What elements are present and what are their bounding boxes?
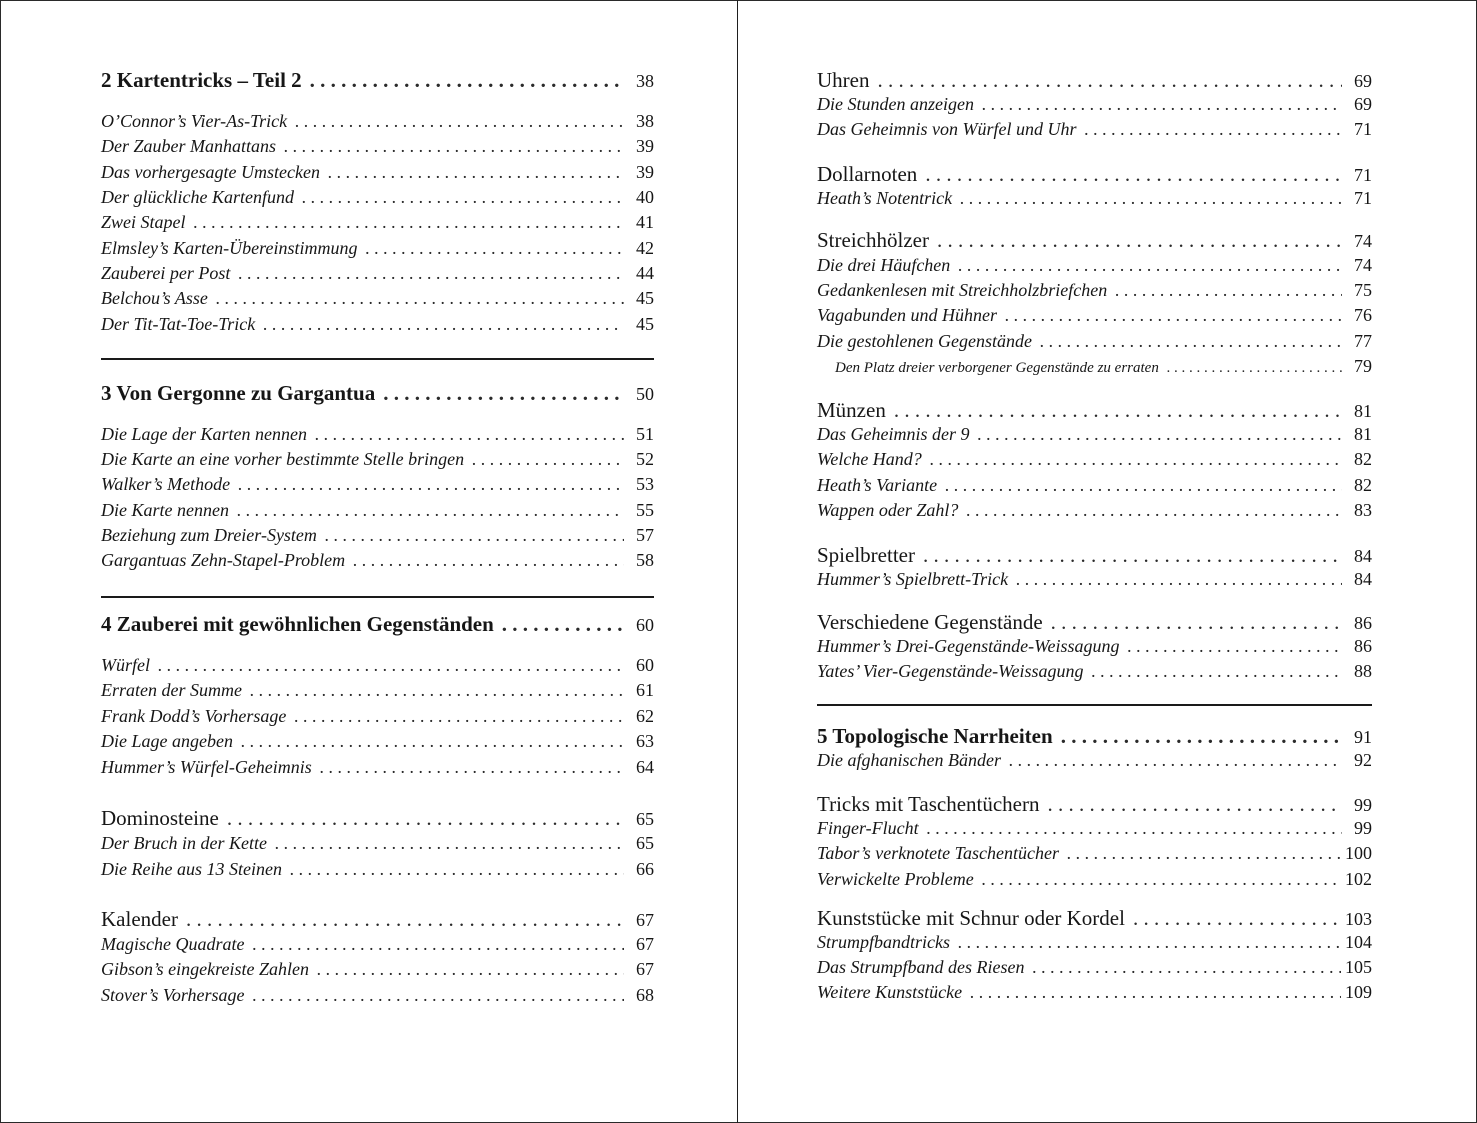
toc-entry-row bbox=[817, 637, 1372, 655]
toc-entry-title: Hummer’s Drei-Gegenstände-Weissagung bbox=[817, 636, 1120, 656]
toc-page-number: 88 bbox=[1354, 661, 1372, 681]
toc-entry-title: Magische Quadrate bbox=[101, 934, 245, 954]
toc-entry-title: Kalender bbox=[101, 907, 178, 931]
dot-leader bbox=[365, 239, 624, 257]
toc-entry-title: Gibson’s eingekreiste Zahlen bbox=[101, 959, 309, 979]
toc-entry-row bbox=[817, 189, 1372, 207]
chapter-divider-rule bbox=[101, 358, 654, 360]
chapter-divider-rule bbox=[101, 596, 654, 598]
toc-section-row bbox=[817, 545, 1372, 566]
toc-entry-title: Stover’s Vorhersage bbox=[101, 985, 245, 1005]
toc-entry-title: Münzen bbox=[817, 398, 886, 422]
toc-page-number: 83 bbox=[1354, 500, 1372, 520]
book-gutter bbox=[737, 0, 738, 1123]
dot-leader bbox=[925, 164, 1342, 185]
toc-entry-title: Den Platz dreier verborgener Gegenstände zu erraten bbox=[835, 360, 1159, 376]
toc-page-number: 91 bbox=[1354, 727, 1372, 747]
dot-leader bbox=[930, 450, 1342, 468]
dot-leader bbox=[383, 383, 624, 404]
toc-entry-title: Das vorhergesagte Umstecken bbox=[101, 162, 320, 182]
dot-leader bbox=[253, 986, 625, 1004]
toc-entry-title: Gedankenlesen mit Streichholzbriefchen bbox=[817, 280, 1108, 300]
chapter-divider-rule bbox=[817, 704, 1372, 706]
dot-leader bbox=[317, 960, 624, 978]
dot-leader bbox=[1040, 332, 1342, 350]
toc-page-number: 52 bbox=[636, 449, 654, 469]
toc-page-number: 58 bbox=[636, 550, 654, 570]
dot-leader bbox=[263, 315, 624, 333]
dot-leader bbox=[238, 475, 624, 493]
toc-page-number: 39 bbox=[636, 162, 654, 182]
toc-section-row bbox=[817, 230, 1372, 251]
toc-entry-row bbox=[817, 281, 1372, 299]
dot-leader bbox=[194, 213, 625, 231]
toc-entry-title: Die afghanischen Bänder bbox=[817, 750, 1001, 770]
toc-page-number: 68 bbox=[636, 985, 654, 1005]
toc-entry-row bbox=[101, 289, 654, 307]
toc-chapter-row bbox=[101, 614, 654, 635]
toc-entry-title: Die Reihe aus 13 Steinen bbox=[101, 859, 282, 879]
toc-entry-title: Heath’s Variante bbox=[817, 475, 938, 495]
toc-entry-row bbox=[817, 306, 1372, 324]
toc-page-number: 82 bbox=[1354, 475, 1372, 495]
toc-entry-title: Zwei Stapel bbox=[101, 212, 186, 232]
toc-entry-title: Walker’s Methode bbox=[101, 474, 231, 494]
toc-entry-row bbox=[817, 120, 1372, 138]
toc-entry-row bbox=[101, 239, 654, 257]
toc-page-number: 102 bbox=[1345, 869, 1372, 889]
toc-page-number: 65 bbox=[636, 833, 654, 853]
toc-entry-title: Der Bruch in der Kette bbox=[101, 833, 267, 853]
toc-entry-title: Zauberei per Post bbox=[101, 263, 231, 283]
toc-page-number: 55 bbox=[636, 500, 654, 520]
toc-page-number: 71 bbox=[1354, 119, 1372, 139]
toc-entry-row bbox=[101, 526, 654, 544]
dot-leader bbox=[472, 450, 624, 468]
toc-entry-title: Belchou’s Asse bbox=[101, 288, 208, 308]
toc-page-number: 42 bbox=[636, 238, 654, 258]
toc-entry-row bbox=[817, 476, 1372, 494]
dot-leader bbox=[877, 70, 1342, 91]
toc-entry-row bbox=[817, 933, 1372, 951]
toc-section-row bbox=[817, 908, 1372, 929]
toc-entry-row bbox=[817, 844, 1372, 862]
toc-page-number: 64 bbox=[636, 757, 654, 777]
toc-entry-row bbox=[101, 137, 654, 155]
toc-entry-row bbox=[101, 732, 654, 750]
toc-entry-title: 3 Von Gergonne zu Gargantua bbox=[101, 381, 376, 405]
toc-section-row bbox=[817, 612, 1372, 633]
dot-leader bbox=[241, 732, 624, 750]
dot-leader bbox=[1084, 120, 1342, 138]
toc-entry-row bbox=[101, 758, 654, 776]
toc-entry-row bbox=[817, 751, 1372, 769]
dot-leader bbox=[1167, 361, 1342, 376]
toc-entry-row bbox=[101, 707, 654, 725]
toc-entry-row bbox=[101, 860, 654, 878]
toc-entry-row bbox=[101, 656, 654, 674]
toc-page-number: 92 bbox=[1354, 750, 1372, 770]
dot-leader bbox=[227, 808, 624, 829]
toc-entry-row bbox=[101, 213, 654, 231]
toc-page-number: 84 bbox=[1354, 569, 1372, 589]
toc-entry-title: Das Strumpfband des Riesen bbox=[817, 957, 1025, 977]
toc-entry-row bbox=[101, 264, 654, 282]
toc-entry-title: Die Karte nennen bbox=[101, 500, 229, 520]
toc-page-number: 57 bbox=[636, 525, 654, 545]
dot-leader bbox=[216, 289, 624, 307]
toc-entry-row bbox=[101, 986, 654, 1004]
toc-entry-title: Verschiedene Gegenstände bbox=[817, 610, 1043, 634]
toc-entry-row bbox=[101, 450, 654, 468]
toc-entry-title: Der glückliche Kartenfund bbox=[101, 187, 294, 207]
dot-leader bbox=[295, 112, 624, 130]
toc-entry-title: 2 Kartentricks – Teil 2 bbox=[101, 68, 302, 92]
toc-page-number: 67 bbox=[636, 959, 654, 979]
dot-leader bbox=[958, 256, 1342, 274]
toc-page-number: 71 bbox=[1354, 165, 1372, 185]
toc-page-number: 67 bbox=[636, 910, 654, 930]
dot-leader bbox=[290, 860, 624, 878]
dot-leader bbox=[1061, 726, 1342, 747]
toc-entry-title: Dominosteine bbox=[101, 806, 219, 830]
toc-page-number: 74 bbox=[1354, 255, 1372, 275]
toc-entry-row bbox=[101, 935, 654, 953]
dot-leader bbox=[320, 758, 624, 776]
toc-entry-title: Wappen oder Zahl? bbox=[817, 500, 959, 520]
toc-entry-title: Der Tit-Tat-Toe-Trick bbox=[101, 314, 256, 334]
toc-section-row bbox=[101, 808, 654, 829]
toc-entry-title: Elmsley’s Karten-Übereinstimmung bbox=[101, 238, 358, 258]
toc-page-number: 69 bbox=[1354, 71, 1372, 91]
toc-page-number: 60 bbox=[636, 655, 654, 675]
dot-leader bbox=[1067, 844, 1341, 862]
toc-page-number: 109 bbox=[1345, 982, 1372, 1002]
toc-entry-title: Tabor’s verknotete Taschentücher bbox=[817, 843, 1059, 863]
toc-entry-title: 4 Zauberei mit gewöhnlichen Gegenständen bbox=[101, 612, 494, 636]
dot-leader bbox=[1133, 908, 1341, 929]
toc-entry-row bbox=[817, 95, 1372, 113]
toc-entry-title: Tricks mit Taschentüchern bbox=[817, 792, 1040, 816]
toc-page-number: 103 bbox=[1345, 909, 1372, 929]
toc-page-number: 51 bbox=[636, 424, 654, 444]
dot-leader bbox=[970, 983, 1341, 1001]
dot-leader bbox=[310, 70, 624, 91]
dot-leader bbox=[302, 188, 624, 206]
dot-leader bbox=[328, 163, 624, 181]
toc-entry-row bbox=[101, 188, 654, 206]
toc-entry-row bbox=[817, 983, 1372, 1001]
toc-entry-title: Uhren bbox=[817, 68, 870, 92]
toc-entry-row bbox=[817, 570, 1372, 588]
toc-entry-row bbox=[817, 662, 1372, 680]
dot-leader bbox=[315, 425, 624, 443]
dot-leader bbox=[977, 425, 1342, 443]
toc-chapter-row bbox=[101, 70, 654, 91]
toc-page-number: 50 bbox=[636, 384, 654, 404]
toc-entry-title: Finger-Flucht bbox=[817, 818, 919, 838]
toc-entry-title: Hummer’s Spielbrett-Trick bbox=[817, 569, 1009, 589]
toc-entry-title: Würfel bbox=[101, 655, 150, 675]
toc-entry-title: Dollarnoten bbox=[817, 162, 918, 186]
toc-entry-title: Kunststücke mit Schnur oder Kordel bbox=[817, 906, 1125, 930]
toc-entry-title: Das Geheimnis von Würfel und Uhr bbox=[817, 119, 1077, 139]
dot-leader bbox=[353, 551, 624, 569]
toc-entry-title: Frank Dodd’s Vorhersage bbox=[101, 706, 287, 726]
toc-page-number: 39 bbox=[636, 136, 654, 156]
toc-entry-title: Vagabunden und Hühner bbox=[817, 305, 997, 325]
toc-entry-title: Streichhölzer bbox=[817, 228, 929, 252]
dot-leader bbox=[1051, 612, 1342, 633]
toc-entry-row bbox=[101, 551, 654, 569]
toc-entry-title: Weitere Kunststücke bbox=[817, 982, 963, 1002]
toc-entry-row bbox=[101, 834, 654, 852]
toc-page-number: 77 bbox=[1354, 331, 1372, 351]
dot-leader bbox=[958, 933, 1341, 951]
toc-entry-title: Gargantuas Zehn-Stapel-Problem bbox=[101, 550, 346, 570]
toc-entry-title: Heath’s Notentrick bbox=[817, 188, 953, 208]
dot-leader bbox=[252, 935, 624, 953]
toc-page-number: 84 bbox=[1354, 546, 1372, 566]
toc-entry-row bbox=[101, 681, 654, 699]
dot-leader bbox=[237, 501, 624, 519]
toc-entry-row bbox=[817, 425, 1372, 443]
dot-leader bbox=[1115, 281, 1342, 299]
toc-entry-title: Beziehung zum Dreier-System bbox=[101, 525, 317, 545]
dot-leader bbox=[1005, 306, 1342, 324]
toc-entry-title: Die Lage der Karten nennen bbox=[101, 424, 307, 444]
toc-entry-title: Die gestohlenen Gegenstände bbox=[817, 331, 1032, 351]
dot-leader bbox=[927, 819, 1342, 837]
dot-leader bbox=[275, 834, 624, 852]
toc-chapter-row bbox=[101, 383, 654, 404]
toc-entry-row bbox=[101, 112, 654, 130]
toc-entry-row bbox=[817, 958, 1372, 976]
toc-page-number: 76 bbox=[1354, 305, 1372, 325]
dot-leader bbox=[937, 230, 1342, 251]
dot-leader bbox=[966, 501, 1342, 519]
toc-entry-row bbox=[817, 450, 1372, 468]
toc-page-number: 75 bbox=[1354, 280, 1372, 300]
toc-page-number: 99 bbox=[1354, 795, 1372, 815]
toc-entry-title: O’Connor’s Vier-As-Trick bbox=[101, 111, 288, 131]
toc-entry-title: Spielbretter bbox=[817, 543, 915, 567]
toc-page-number: 40 bbox=[636, 187, 654, 207]
toc-page-number: 45 bbox=[636, 314, 654, 334]
dot-leader bbox=[945, 476, 1342, 494]
toc-entry-title: Die Lage angeben bbox=[101, 731, 233, 751]
toc-page-number: 79 bbox=[1354, 356, 1372, 376]
toc-entry-row bbox=[101, 501, 654, 519]
toc-section-row bbox=[817, 400, 1372, 421]
toc-entry-title: Strumpfbandtricks bbox=[817, 932, 950, 952]
toc-page-number: 81 bbox=[1354, 401, 1372, 421]
dot-leader bbox=[1009, 751, 1342, 769]
toc-page-number: 71 bbox=[1354, 188, 1372, 208]
toc-entry-row bbox=[817, 332, 1372, 350]
toc-page-number: 86 bbox=[1354, 636, 1372, 656]
dot-leader bbox=[982, 95, 1342, 113]
toc-page-number: 44 bbox=[636, 263, 654, 283]
toc-entry-row bbox=[817, 819, 1372, 837]
toc-section-row bbox=[817, 794, 1372, 815]
toc-entry-row bbox=[817, 501, 1372, 519]
toc-page-number: 61 bbox=[636, 680, 654, 700]
toc-page-number: 105 bbox=[1345, 957, 1372, 977]
dot-leader bbox=[894, 400, 1342, 421]
toc-entry-row bbox=[101, 425, 654, 443]
toc-page-number: 99 bbox=[1354, 818, 1372, 838]
toc-entry-title: Der Zauber Manhattans bbox=[101, 136, 276, 156]
toc-entry-title: Die Stunden anzeigen bbox=[817, 94, 974, 114]
toc-page-number: 86 bbox=[1354, 613, 1372, 633]
toc-entry-row bbox=[817, 256, 1372, 274]
toc-entry-title: Die drei Häufchen bbox=[817, 255, 951, 275]
toc-entry-row bbox=[817, 870, 1372, 888]
dot-leader bbox=[960, 189, 1342, 207]
dot-leader bbox=[238, 264, 624, 282]
toc-page-number: 66 bbox=[636, 859, 654, 879]
dot-leader bbox=[186, 909, 624, 930]
toc-section-row bbox=[817, 164, 1372, 185]
toc-entry-title: Hummer’s Würfel-Geheimnis bbox=[101, 757, 312, 777]
toc-page-number: 81 bbox=[1354, 424, 1372, 444]
toc-entry-title: Erraten der Summe bbox=[101, 680, 242, 700]
toc-entry-row bbox=[101, 315, 654, 333]
toc-entry-title: Die Karte an eine vorher bestimmte Stelle bringen bbox=[101, 449, 465, 469]
toc-entry-title: Welche Hand? bbox=[817, 449, 922, 469]
toc-entry-title: Das Geheimnis der 9 bbox=[817, 424, 970, 444]
dot-leader bbox=[1091, 662, 1342, 680]
toc-page-number: 82 bbox=[1354, 449, 1372, 469]
toc-page-number: 69 bbox=[1354, 94, 1372, 114]
toc-page-number: 53 bbox=[636, 474, 654, 494]
dot-leader bbox=[982, 870, 1341, 888]
dot-leader bbox=[923, 545, 1342, 566]
toc-entry-row bbox=[101, 163, 654, 181]
toc-page-number: 74 bbox=[1354, 231, 1372, 251]
toc-page-number: 41 bbox=[636, 212, 654, 232]
toc-section-row bbox=[817, 70, 1372, 91]
toc-page-number: 104 bbox=[1345, 932, 1372, 952]
dot-leader bbox=[294, 707, 624, 725]
dot-leader bbox=[1032, 958, 1341, 976]
dot-leader bbox=[1016, 570, 1342, 588]
dot-leader bbox=[250, 681, 624, 699]
dot-leader bbox=[1048, 794, 1343, 815]
toc-chapter-row bbox=[817, 726, 1372, 747]
toc-entry-row bbox=[101, 475, 654, 493]
toc-page-number: 45 bbox=[636, 288, 654, 308]
toc-page-number: 67 bbox=[636, 934, 654, 954]
toc-entry-title: Verwickelte Probleme bbox=[817, 869, 974, 889]
toc-sub-row bbox=[817, 357, 1372, 376]
dot-leader bbox=[325, 526, 624, 544]
toc-page-number: 38 bbox=[636, 111, 654, 131]
toc-entry-title: Yates’ Vier-Gegenstände-Weissagung bbox=[817, 661, 1084, 681]
toc-page-number: 60 bbox=[636, 615, 654, 635]
toc-entry-row bbox=[101, 960, 654, 978]
dot-leader bbox=[1127, 637, 1342, 655]
dot-leader bbox=[502, 614, 624, 635]
dot-leader bbox=[284, 137, 624, 155]
toc-page-number: 62 bbox=[636, 706, 654, 726]
toc-entry-title: 5 Topologische Narrheiten bbox=[817, 724, 1053, 748]
toc-page-number: 100 bbox=[1345, 843, 1372, 863]
toc-section-row bbox=[101, 909, 654, 930]
dot-leader bbox=[158, 656, 624, 674]
toc-page-number: 63 bbox=[636, 731, 654, 751]
toc-page-number: 65 bbox=[636, 809, 654, 829]
toc-page-number: 38 bbox=[636, 71, 654, 91]
